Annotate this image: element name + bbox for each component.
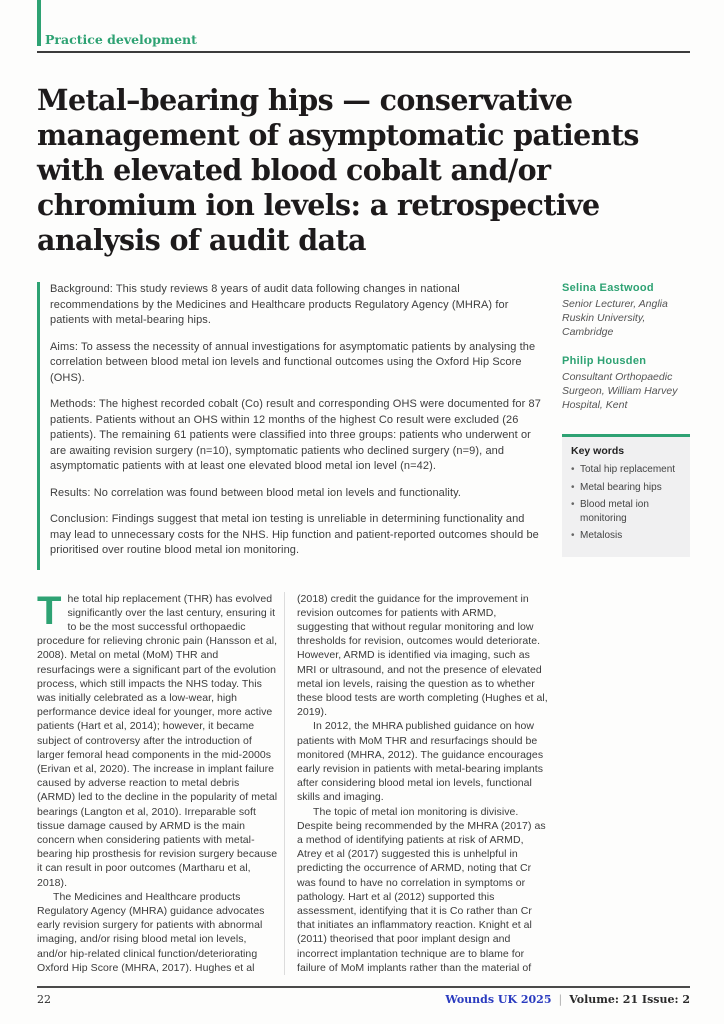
author-name: Selina Eastwood — [562, 282, 654, 294]
abstract-label: Results: — [50, 486, 91, 499]
section-kicker: Practice development — [45, 32, 197, 47]
body-column-right — [284, 592, 550, 975]
body-paragraph: In 2012, the MHRA published guidance on how patients with MoM THR and resurfacings should be monitored (MHRA, 2012). The guidance encourages early revision in patients with metal-bearing implants after considering blood metal ion levels, functional skills and imaging. — [297, 720, 544, 804]
author-block — [562, 282, 690, 339]
body-paragraph: The Medicines and Healthcare products Regulatory Agency (MHRA) guidance advocates early revision surgery for patients with abnormal imaging, and/or rising blood metal ion levels, and/or hip-related clinical function/deteriorating Oxford Hip Score (MHRA, 2017). Hughes et al — [37, 890, 265, 974]
abstract-panel — [37, 282, 542, 570]
article-title: Metal–bearing hips — conservative management of asymptomatic patients with elevated blood cobalt and/or chromium ion levels: a retrospective analysis of audit data — [37, 83, 639, 257]
abstract-text: This study reviews 8 years of audit data following changes in national recommendations by the Medicines and Healthcare products Regulatory Agency (MHRA) for patients with metal-bearing hips. — [50, 283, 509, 326]
keyword-item: • Metal bearing hips — [571, 481, 681, 495]
header-rule — [37, 51, 690, 53]
abstract-label: Background: — [50, 283, 113, 295]
keyword-item: • Metalosis — [571, 529, 681, 543]
body-paragraph — [37, 588, 279, 890]
keyword-item: • Total hip replacement — [571, 463, 681, 477]
paragraph-text: he total hip replacement (THR) has evolved significantly over the last century, ensuring it to be the most successful orthopaedic procedure for relieving chronic pain (Hansson et al, 2008). Metal on metal (MoM) THR and resurfacings were a significant part of the evolution process, which still impacts the NHS today. This was initially celebrated as a low-wear, high performance device ideal for younger, more active patients (Hart et al, 2014); however, it became subject of controversy after the introduction of larger femoral head components in the mid-2000s (Erivan et al, 2020). The increase in implant failure caused by adverse reaction to metal debris (ARMD) led to the decline in the popularity of metal bearings (Langton et al, 2010). Irreparable soft tissue damage caused by ARMD is the main concern when considering patients with metal-bearing hip prosthesis for revision surgery because it can result in poor outcomes (Martharu et al, 2018). — [37, 592, 278, 889]
journal-name: Wounds UK 2025 — [445, 993, 552, 1006]
abstract-text: No correlation was found between blood metal ion levels and functionality. — [93, 486, 462, 499]
abstract-text: The highest recorded cobalt (Co) result and corresponding OHS were documented for 87 patients. Patients without an OHS within 12 months of the highest Co result were excluded (26 patients). The remaining 61 patients were classified into three groups: patients who underwent or are awaiting revision surgery (n=10), symptomatic patients who declined surgery (n=9), and asymptomatic patients with at least one elevated blood metal ion level (n=42). — [50, 398, 541, 472]
abstract-text: Findings suggest that metal ion testing is unreliable in determining functionality and may lead to unnecessary costs for the NHS. Hip function and patient-reported outcomes should be prioritised over routine blood metal ion monitoring. — [50, 513, 539, 556]
keywords-list — [571, 463, 681, 543]
author-sidebar — [562, 282, 690, 570]
body-paragraph: The topic of metal ion monitoring is divisive. Despite being recommended by the MHRA (2017) as a method of identifying patients at risk of ARMD, Atrey et al (2017) suggested this is unhelpful in predicting the occurrence of ARMD, noting that Cr was found to have no correlation in symptoms or pathology. Hart et al (2012) supported this assessment, identifying that it is Co rather than Cr that initiates an inflammatory reaction. Knight et al (2011) theorised that poor implant design and incorrect implantation technique are to blame for failure of MoM implants rather than the material of — [297, 805, 546, 974]
body-column-left — [37, 588, 279, 975]
abstract-section-conclusion — [50, 512, 542, 559]
kicker-accent-bar — [37, 0, 41, 46]
abstract-text: To assess the necessity of annual investigations for asymptomatic patients by analysing the correlation between blood metal ion levels and functional outcomes using the Oxford Hip Score (OHS). — [50, 340, 536, 384]
author-name: Philip Housden — [562, 355, 647, 367]
abstract-label: Aims: — [50, 340, 78, 353]
author-affiliation: Consultant Orthopaedic Surgeon, William Harvey Hospital, Kent — [562, 371, 678, 411]
keywords-heading: Key words — [571, 445, 625, 457]
abstract-label: Methods: — [50, 398, 97, 410]
keyword-item: • Blood metal ion monitoring — [571, 498, 681, 525]
abstract-section-methods — [50, 397, 542, 475]
abstract-label: Conclusion: — [50, 513, 109, 525]
page-footer — [37, 986, 690, 1006]
abstract-section-background — [50, 282, 542, 329]
page-number: 22 — [37, 993, 51, 1006]
author-affiliation: Senior Lecturer, Anglia Ruskin University, Cambridge — [562, 298, 668, 338]
abstract-section-results — [50, 486, 542, 502]
body-columns — [37, 588, 690, 975]
abstract-section-aims — [50, 340, 542, 387]
abstract-row — [37, 282, 690, 570]
author-block — [562, 355, 690, 412]
body-paragraph: (2018) credit the guidance for the improvement in revision outcomes for patients with ARMD, suggesting that without regular monitoring and low thresholds for revision, outcomes would deteriorate. However, ARMD is identified via imaging, such as MRI or ultrasound, and not the presence of elevated metal ion levels, raising the question as to whether these blood tests are worth completing (Hughes et al, 2019). — [297, 592, 548, 719]
keywords-box — [562, 434, 690, 557]
footer-separator: | — [558, 993, 563, 1006]
drop-cap: T — [37, 588, 62, 633]
issue-info: Volume: 21 Issue: 2 — [569, 993, 690, 1006]
